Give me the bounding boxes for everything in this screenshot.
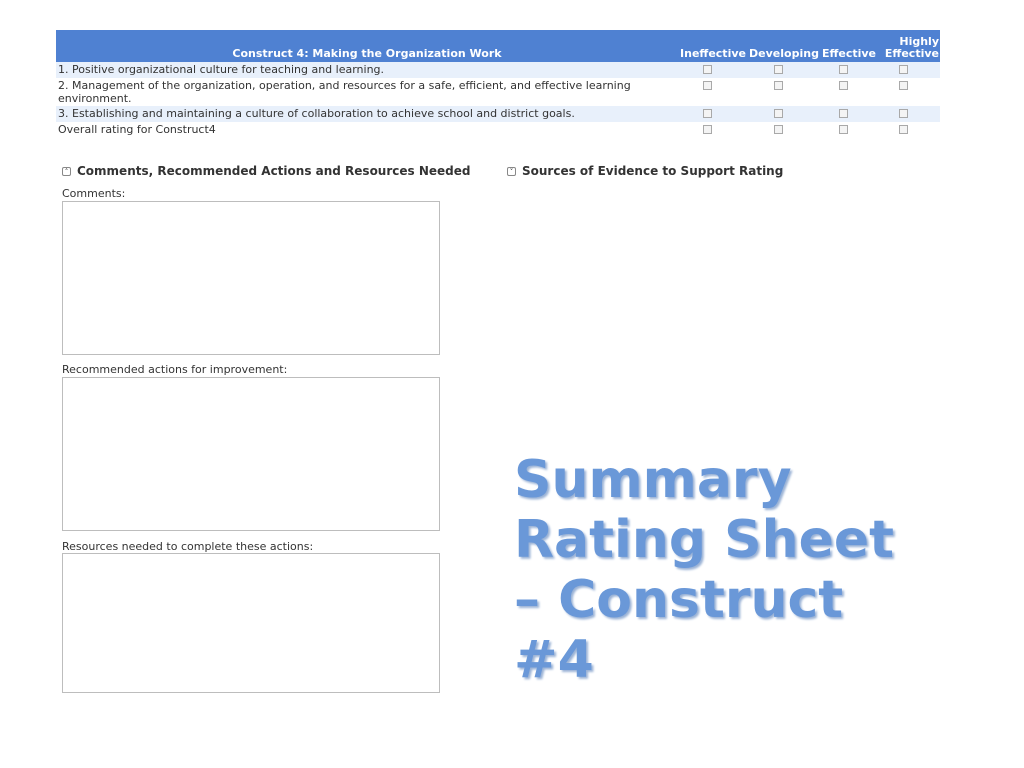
evidence-section-toggle[interactable] — [507, 164, 783, 178]
col-highly-effective: Highly Effective — [878, 30, 940, 62]
row-label: 2. Management of the organization, operation, and resources for a safe, efficient, and effective learning environment. — [58, 79, 631, 105]
table-row — [56, 78, 940, 106]
checkbox-ineffective[interactable] — [703, 81, 712, 90]
col-effective: Effective — [820, 30, 878, 62]
checkbox-developing[interactable] — [774, 125, 783, 134]
checkbox-ineffective[interactable] — [703, 125, 712, 134]
expand-down-icon[interactable]: ˅ — [507, 167, 516, 176]
row-label: 1. Positive organizational culture for teaching and learning. — [56, 62, 678, 78]
construct-title: Construct 4: Making the Organization Work — [56, 30, 678, 62]
checkbox-highly-effective[interactable] — [899, 81, 908, 90]
checkbox-effective[interactable] — [839, 65, 848, 74]
resources-textarea[interactable] — [62, 553, 440, 693]
checkbox-highly-effective[interactable] — [899, 109, 908, 118]
comments-section-title: Comments, Recommended Actions and Resources Needed — [77, 164, 471, 178]
row-label: Overall rating for Construct4 — [58, 123, 216, 136]
checkbox-effective[interactable] — [839, 81, 848, 90]
checkbox-ineffective[interactable] — [703, 109, 712, 118]
table-row — [56, 122, 940, 138]
collapse-up-icon[interactable]: ˄ — [62, 167, 71, 176]
col-ineffective: Ineffective — [678, 30, 748, 62]
checkbox-developing[interactable] — [774, 81, 783, 90]
table-row — [56, 62, 940, 78]
checkbox-effective[interactable] — [839, 109, 848, 118]
checkbox-highly-effective[interactable] — [899, 65, 908, 74]
slide-title: Summary Rating Sheet – Construct #4 — [514, 450, 895, 690]
comments-label: Comments: — [62, 187, 126, 200]
comments-section-toggle[interactable] — [62, 164, 470, 178]
checkbox-developing[interactable] — [774, 109, 783, 118]
table-row — [56, 106, 940, 122]
row-label: 3. Establishing and maintaining a culture of collaboration to achieve school and district goals. — [56, 106, 678, 122]
resources-label: Resources needed to complete these actions: — [62, 540, 314, 553]
checkbox-effective[interactable] — [839, 125, 848, 134]
evidence-section-title: Sources of Evidence to Support Rating — [522, 164, 784, 178]
comments-textarea[interactable] — [62, 201, 440, 355]
checkbox-developing[interactable] — [774, 65, 783, 74]
actions-label: Recommended actions for improvement: — [62, 363, 288, 376]
actions-textarea[interactable] — [62, 377, 440, 531]
col-developing: Developing — [748, 30, 820, 62]
checkbox-ineffective[interactable] — [703, 65, 712, 74]
rating-table — [56, 30, 940, 138]
checkbox-highly-effective[interactable] — [899, 125, 908, 134]
